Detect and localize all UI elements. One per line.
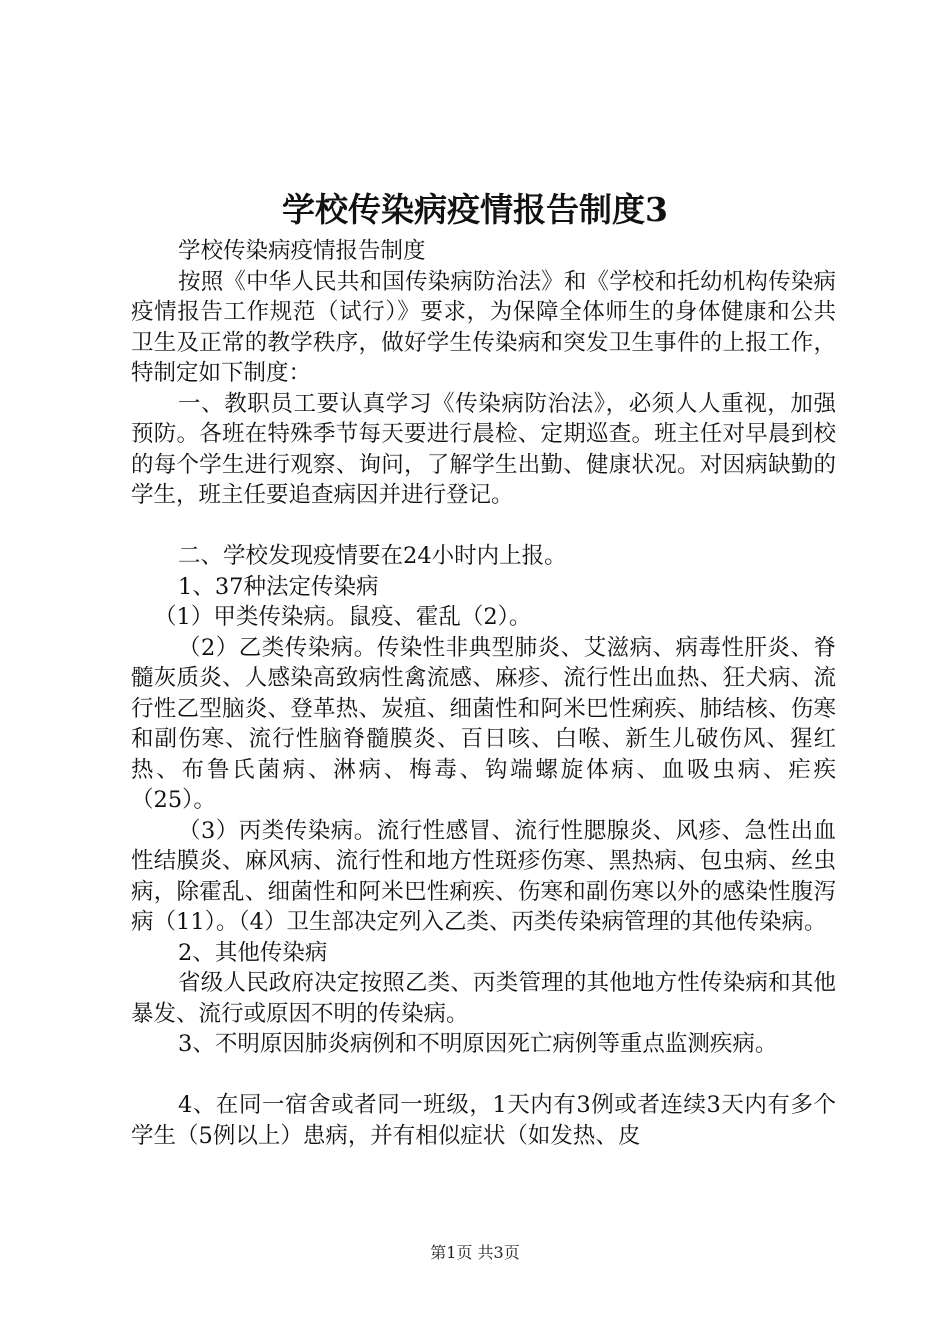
document-body: [131, 236, 836, 1151]
class-c-paragraph: （3）丙类传染病。流行性感冒、流行性腮腺炎、风疹、急性出血性结膜炎、麻风病、流行性和地方性斑疹伤寒、黑热病、包虫病、丝虫病，除霍乱、细菌性和阿米巴性痢疾、伤寒和副伤寒以外的感染性腹泻病（11）。（4）卫生部决定列入乙类、丙类传染病管理的其他传染病。: [131, 817, 836, 935]
paragraph-gap: [131, 1060, 836, 1091]
page-footer: 第1页 共3页: [430, 1243, 520, 1262]
paragraph-gap: [131, 511, 836, 542]
item-2-heading: 2、其他传染病: [178, 939, 328, 966]
item-4-paragraph: 4、在同一宿舍或者同一班级，1天内有3例或者连续3天内有多个学生（5例以上）患病，并有相似症状（如发热、皮: [131, 1092, 836, 1149]
intro-paragraph: 按照《中华人民共和国传染病防治法》和《学校和托幼机构传染病疫情报告工作规范（试行）》要求，为保障全体师生的身体健康和公共卫生及正常的教学秩序，做好学生传染病和突发卫生事件的上报工作，特制定如下制度：: [131, 268, 836, 386]
class-b-paragraph: （2）乙类传染病。传染性非典型肺炎、艾滋病、病毒性肝炎、脊髓灰质炎、人感染高致病性禽流感、麻疹、流行性出血热、狂犬病、流行性乙型脑炎、登革热、炭疽、细菌性和阿米巴性痢疾、肺结核、伤寒和副伤寒、流行性脑脊髓膜炎、百日咳、白喉、新生儿破伤风、猩红热、布鲁氏菌病、淋病、梅毒、钩端螺旋体病、血吸虫病、疟疾（25）。: [131, 634, 836, 813]
subtitle-paragraph: 学校传染病疫情报告制度: [178, 238, 426, 264]
item-2-paragraph: 省级人民政府决定按照乙类、丙类管理的其他地方性传染病和其他暴发、流行或原因不明的传染病。: [131, 970, 836, 1027]
document-title: 学校传染病疫情报告制度3: [282, 190, 668, 229]
item-1-heading: 1、37种法定传染病: [178, 573, 379, 600]
section-one-paragraph: 一、教职员工要认真学习《传染病防治法》，必须人人重视，加强预防。各班在特殊季节每天要进行晨检、定期巡查。班主任对早晨到校的每个学生进行观察、询问，了解学生出勤、健康状况。对因病缺勤的学生，班主任要追查病因并进行登记。: [131, 390, 836, 508]
item-3-paragraph: 3、不明原因肺炎病例和不明原因死亡病例等重点监测疾病。: [178, 1031, 778, 1057]
section-two-paragraph: 二、学校发现疫情要在24小时内上报。: [178, 543, 567, 569]
class-a-paragraph: （1）甲类传染病。鼠疫、霍乱（2）。: [154, 604, 532, 630]
